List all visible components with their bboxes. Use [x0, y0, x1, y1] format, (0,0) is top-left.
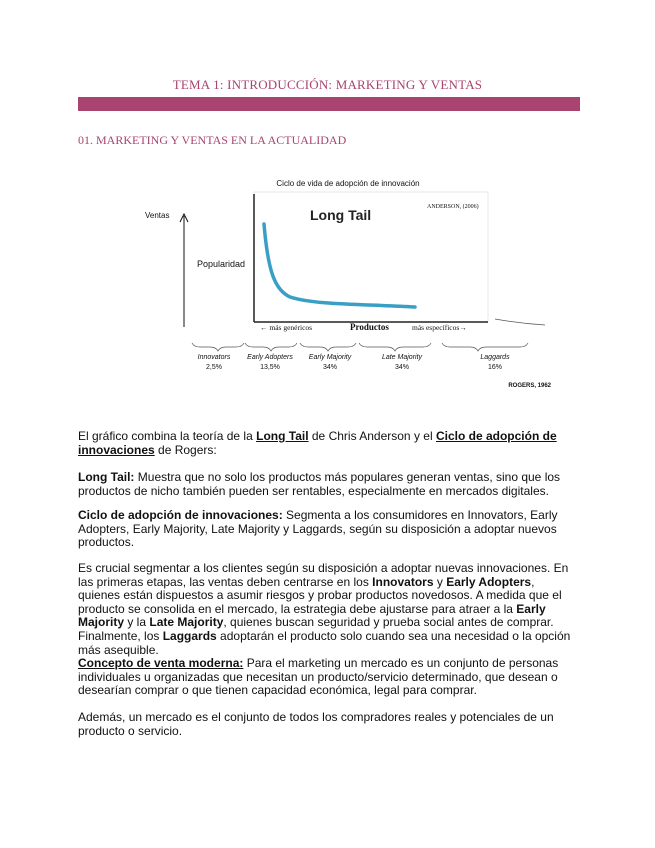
long-tail-link: Long Tail: [256, 429, 309, 443]
bold-laggards: Laggards: [162, 628, 217, 643]
paragraph-long-tail: [78, 471, 578, 498]
paragraph-adoption-cycle: [78, 509, 578, 550]
bold-early-majority: Early Majority: [78, 601, 546, 630]
market-text: Además, un mercado es el conjunto de todos los compradores reales y potenciales de un producto o servicio.: [78, 710, 554, 738]
segmentation-text: y: [433, 574, 447, 589]
intro-text: El gráfico combina la teoría de la: [78, 429, 257, 443]
page-title: TEMA 1: INTRODUCCIÓN: MARKETING Y VENTAS: [172, 77, 483, 92]
segment-innovators-pct: 2,5%: [206, 364, 222, 371]
segment-braces: [192, 343, 528, 351]
section-heading: 01. MARKETING Y VENTAS EN LA ACTUALIDAD: [78, 133, 347, 147]
segment-early-majority-pct: 34%: [322, 364, 338, 371]
popularity-label: Popularidad: [197, 259, 246, 269]
axis-products-label: Productos: [350, 322, 389, 332]
segment-laggards-pct: 16%: [487, 364, 503, 371]
segment-innovators-name: Innovators: [197, 354, 231, 361]
intro-text: de Rogers:: [154, 442, 217, 457]
axis-generic-label: ← más genéricos: [260, 323, 313, 332]
axis-specific-label: más específicos→: [412, 323, 467, 332]
modern-sales-label: Concepto de venta moderna:: [78, 656, 244, 670]
adoption-cycle-link: Ciclo de adopción de innovaciones: [78, 429, 557, 457]
adoption-cycle-label: Ciclo de adopción de innovaciones:: [78, 508, 283, 522]
modern-sales-text: Para el marketing un mercado es un conjunto de personas individuales u organizadas que necesitan un producto/servicio determinado, que desean o desearían comprar o que tienen capacidad económica, legal para comprar.: [78, 656, 559, 698]
segmentation-text: , quienes buscan seguridad y prueba social antes de comprar. Finalmente, los: [78, 615, 554, 643]
bold-early-adopters: Early Adopters: [446, 574, 532, 589]
long-tail-label: Long Tail:: [78, 470, 135, 484]
segmentation-text: Es crucial segmentar a los clientes según su disposición a adoptar nuevas innovaciones. En las primeras etapas, las ventas deben centrarse en los: [78, 561, 569, 589]
segment-early-majority-name: Early Majority: [308, 354, 352, 361]
title-band: [78, 97, 580, 111]
figure-caption: Ciclo de vida de adopción de innovación: [276, 179, 420, 188]
intro-text: de Chris Anderson y el: [308, 429, 436, 443]
paragraph-segmentation: [78, 562, 578, 657]
anderson-citation: ANDERSON, (2006): [427, 204, 479, 210]
segment-laggards-name: Laggards: [480, 354, 510, 361]
segment-late-majority-pct: 34%: [394, 364, 410, 371]
paragraph-modern-sales: [78, 657, 578, 698]
adoption-longtail-figure: [140, 172, 560, 402]
adoption-cycle-text: Segmenta a los consumidores en Innovators, Early Adopters, Early Majority, Late Majority y Laggards, según su disposición a adoptar nuevos productos.: [78, 508, 558, 550]
bold-innovators: Innovators: [372, 574, 434, 589]
long-tail-title: Long Tail: [310, 207, 372, 223]
bold-late-majority: Late Majority: [149, 615, 224, 630]
paragraph-intro: [78, 430, 578, 457]
segmentation-text: y la: [124, 615, 150, 630]
segment-late-majority-name: Late Majority: [381, 354, 423, 361]
paragraph-market: [78, 711, 578, 738]
long-tail-text: Muestra que no solo los productos más populares generan ventas, sino que los productos de nicho también pueden ser rentables, especialmente en mercados digitales.: [78, 470, 561, 498]
segmentation-text: adoptarán el producto solo cuando sea una necesidad o la opción más asequible.: [78, 628, 571, 657]
segmentation-text: , quienes están dispuestos a asumir riesgos y probar productos novedosos. A medida que el producto se consolida en el mercado, la estrategia debe ajustarse para atraer a la: [78, 574, 562, 616]
y-axis-label: Ventas: [145, 211, 170, 220]
rogers-citation: ROGERS, 1962: [508, 383, 551, 389]
adoption-curve-tail: [495, 319, 545, 325]
segment-early-adopters-name: Early Adopters: [247, 354, 293, 361]
segment-early-adopters-pct: 13,5%: [260, 364, 280, 371]
